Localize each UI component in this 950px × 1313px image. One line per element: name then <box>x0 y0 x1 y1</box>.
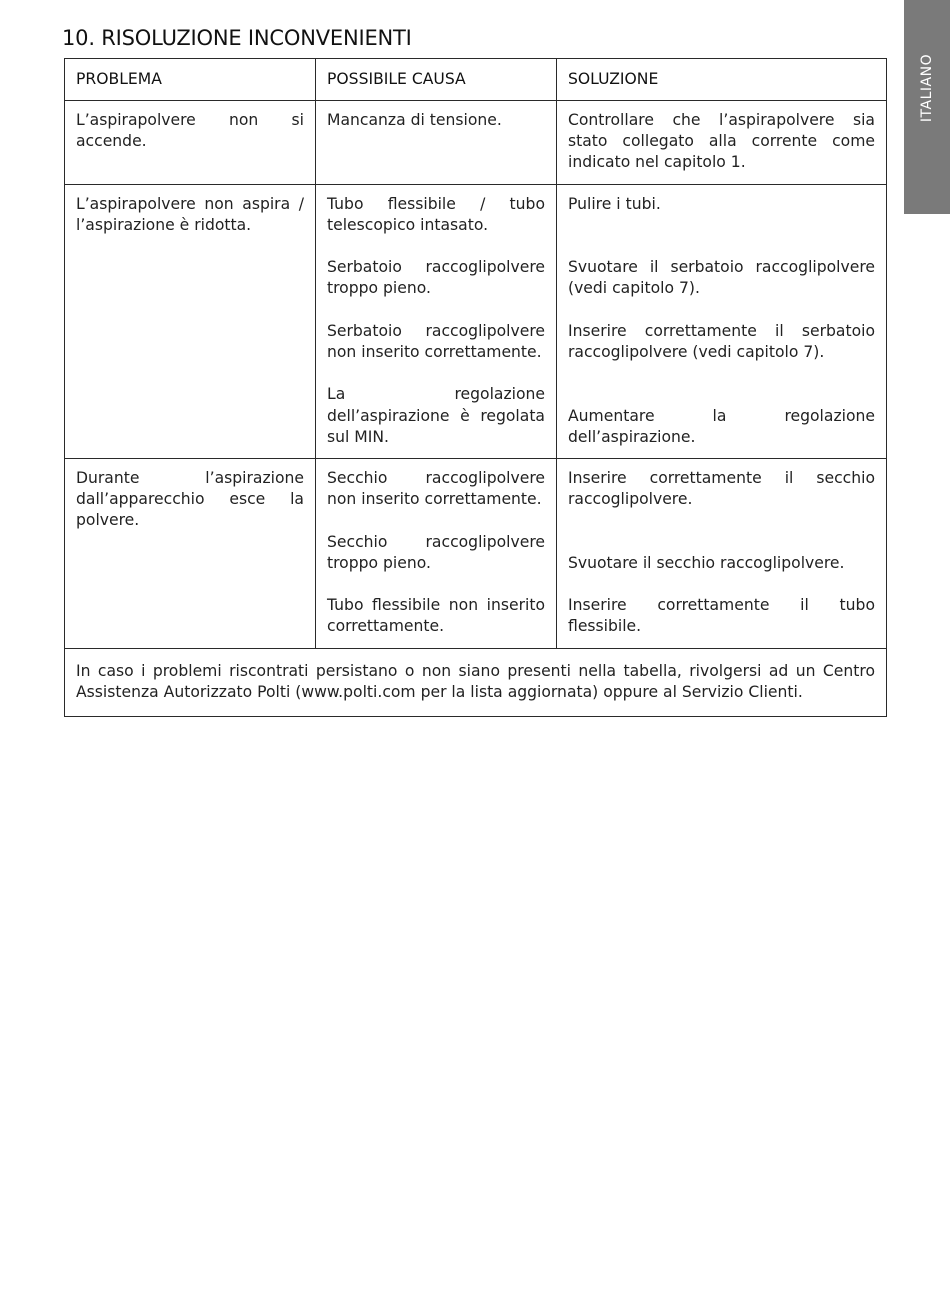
solution-cell <box>557 459 887 649</box>
troubleshooting-table <box>64 58 887 717</box>
solution-text: Aumentare la regolazione dell’aspirazione. <box>568 406 875 446</box>
cause-text: Serbatoio raccoglipolvere troppo pieno. <box>327 258 545 298</box>
cause-cell <box>316 184 557 458</box>
problem-cell <box>65 184 316 458</box>
solution-text: Controllare che l’aspirapolvere sia stato collegato alla corrente come indicato nel capitolo 1. <box>568 111 875 172</box>
cause-text: La regolazione dell’aspirazione è regolata sul MIN. <box>327 385 545 446</box>
header-solution: SOLUZIONE <box>557 59 887 101</box>
table-row <box>65 184 887 458</box>
table-footer-row <box>65 648 887 716</box>
cause-text: Mancanza di tensione. <box>327 111 502 129</box>
solution-text: Inserire correttamente il serbatoio raccoglipolvere (vedi capitolo 7). <box>568 321 875 361</box>
solution-cell <box>557 101 887 185</box>
section-title: 10. RISOLUZIONE INCONVENIENTI <box>62 26 412 50</box>
solution-text: Svuotare il secchio raccoglipolvere. <box>568 553 845 572</box>
language-tab-label: ITALIANO <box>919 53 935 123</box>
cause-text: Serbatoio raccoglipolvere non inserito correttamente. <box>327 321 545 361</box>
table-row <box>65 459 887 649</box>
table-row <box>65 101 887 185</box>
solution-text: Svuotare il serbatoio raccoglipolvere (vedi capitolo 7). <box>568 258 875 298</box>
cause-text: Tubo flessibile / tubo telescopico intasato. <box>327 194 545 234</box>
header-problem: PROBLEMA <box>65 59 316 101</box>
problem-text: Durante l’aspirazione dall’apparecchio esce la polvere. <box>76 469 304 530</box>
table-header-row <box>65 59 887 101</box>
cause-text: Tubo flessibile non inserito correttamente. <box>327 596 545 636</box>
language-tab <box>904 0 950 214</box>
cause-cell <box>316 459 557 649</box>
cause-text: Secchio raccoglipolvere non inserito correttamente. <box>327 469 545 509</box>
solution-cell <box>557 184 887 458</box>
header-cause: POSSIBILE CAUSA <box>316 59 557 101</box>
footer-note: In caso i problemi riscontrati persistano o non siano presenti nella tabella, rivolgersi ad un Centro Assistenza Autorizzato Polti (www.polti.com per la lista aggiornata) oppure al Servizio Clienti. <box>65 648 887 716</box>
problem-cell <box>65 459 316 649</box>
cause-text: Secchio raccoglipolvere troppo pieno. <box>327 532 545 572</box>
solution-text: Inserire correttamente il tubo flessibile. <box>568 596 875 636</box>
cause-cell <box>316 101 557 185</box>
solution-text: Pulire i tubi. <box>568 194 661 213</box>
problem-text: L’aspirapolvere non aspira / l’aspirazione è ridotta. <box>76 194 304 234</box>
problem-cell <box>65 101 316 185</box>
solution-text: Inserire correttamente il secchio raccoglipolvere. <box>568 469 875 509</box>
problem-text: L’aspirapolvere non si accende. <box>76 111 304 151</box>
